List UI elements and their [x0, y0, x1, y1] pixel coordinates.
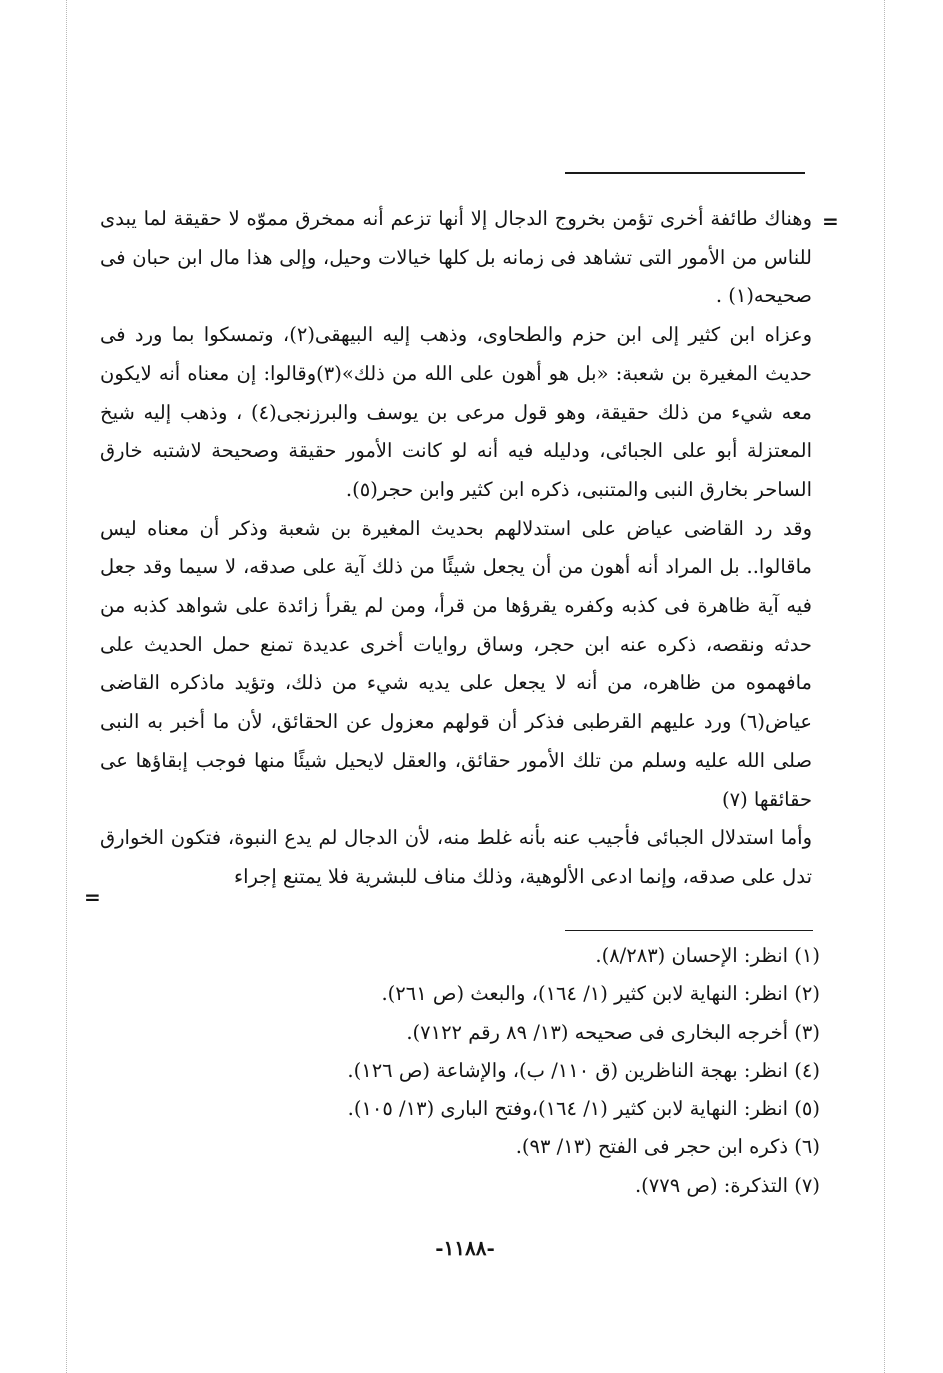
main-text [100, 200, 812, 897]
right-margin-dots [884, 0, 885, 1373]
top-rule [565, 172, 805, 174]
footnote: (٥) انظر: النهاية لابن كثير (١/ ١٦٤)،وفتح البارى (١٣/ ١٠٥). [347, 1097, 820, 1121]
paragraph: وقد رد القاضى عياض على استدلالهم بحديث المغيرة بن شعبة وذكر أن معناه ليس ماقالوا.. بل المراد أنه أهون من أن يجعل شيئًا من ذلك آية على صدقه، لا سيما وقد جعل فيه آية ظاهرة فى كذبه وكفره يقرؤها من قرأ، ومن لم يقرأ زائدة على شواهد كذبه من حدثه ونقصه، ذكره عنه ابن حجر، وساق روايات أخرى عديدة تمنع حمل الحديث على مافهموه من ظاهره، من أنه لا يجعل على يديه شيء من ذلك، وتؤيد ماذكره القاضى عياض(٦) ورد عليهم القرطبى فذكر أن قولهم معزول عن الحقائق، لأن ما أخبر به النبى صلى الله عليه وسلم من تلك الأمور حقائق، والعقل لايحيل شيئًا منها فوجب إبقاؤها عى حقائقها (٧) [100, 516, 812, 811]
continuation-mark-top: = [822, 209, 839, 233]
footnotes [200, 937, 820, 1205]
footnote-rule [565, 930, 813, 931]
footnote: (١) انظر: الإحسان (٨/٢٨٣). [595, 944, 820, 967]
footnote: (٧) التذكرة: (ص ٧٧٩). [634, 1173, 820, 1197]
left-margin-dots [66, 0, 67, 1373]
paragraph: وعزاه ابن كثير إلى ابن حزم والطحاوى، وذهب إليه البيهقى(٢)، وتمسكوا بما ورد فى حديث المغيرة بن شعبة: «بل هو أهون على الله من ذلك»(٣)وقالوا: إن معناه أنه لايكون معه شيء من ذلك حقيقة، وهو قول مرعى بن يوسف والبرزنجى(٤) ، وذهب إليه شيخ المعتزلة أبو على الجبائى، ودليله فيه أنه لو كانت الأمور حقيقة وصحيحة لاشتبه خارق الساحر بخارق النبى والمتنبى، ذكره ابن كثير وابن حجر(٥). [100, 323, 813, 501]
continuation-mark-bottom: = [84, 885, 101, 909]
footnote: (٤) انظر: بهجة الناظرين (ق ١١٠/ ب)، والإشاعة (ص ١٢٦). [347, 1058, 820, 1082]
page-number: -١١٨٨- [435, 1236, 495, 1260]
footnote: (٦) ذكره ابن حجر فى الفتح (١٣/ ٩٣). [515, 1135, 820, 1159]
paragraph: وهناك طائفة أخرى تؤمن بخروج الدجال إلا أنها تزعم أنه ممخرق مموّه لا حقيقة لما يبدى للناس من الأمور التى تشاهد فى زمانه بل كلها خيالات وحيل، وإلى هذا مال ابن حبان فى صحيحه(١) . [100, 207, 812, 308]
paragraph: وأما استدلال الجبائى فأجيب عنه بأنه غلط منه، لأن الدجال لم يدع النبوة، فتكون الخوارق تدل على صدقه، وإنما ادعى الألوهية، وذلك مناف للبشرية فلا يمتنع إجراء [100, 826, 812, 888]
footnote: (٣) أخرجه البخارى فى صحيحه (١٣/ ٨٩ رقم ٧١٢٢). [406, 1020, 820, 1044]
footnote: (٢) انظر: النهاية لابن كثير (١/ ١٦٤)، والبعث (ص ٢٦١). [381, 982, 820, 1006]
